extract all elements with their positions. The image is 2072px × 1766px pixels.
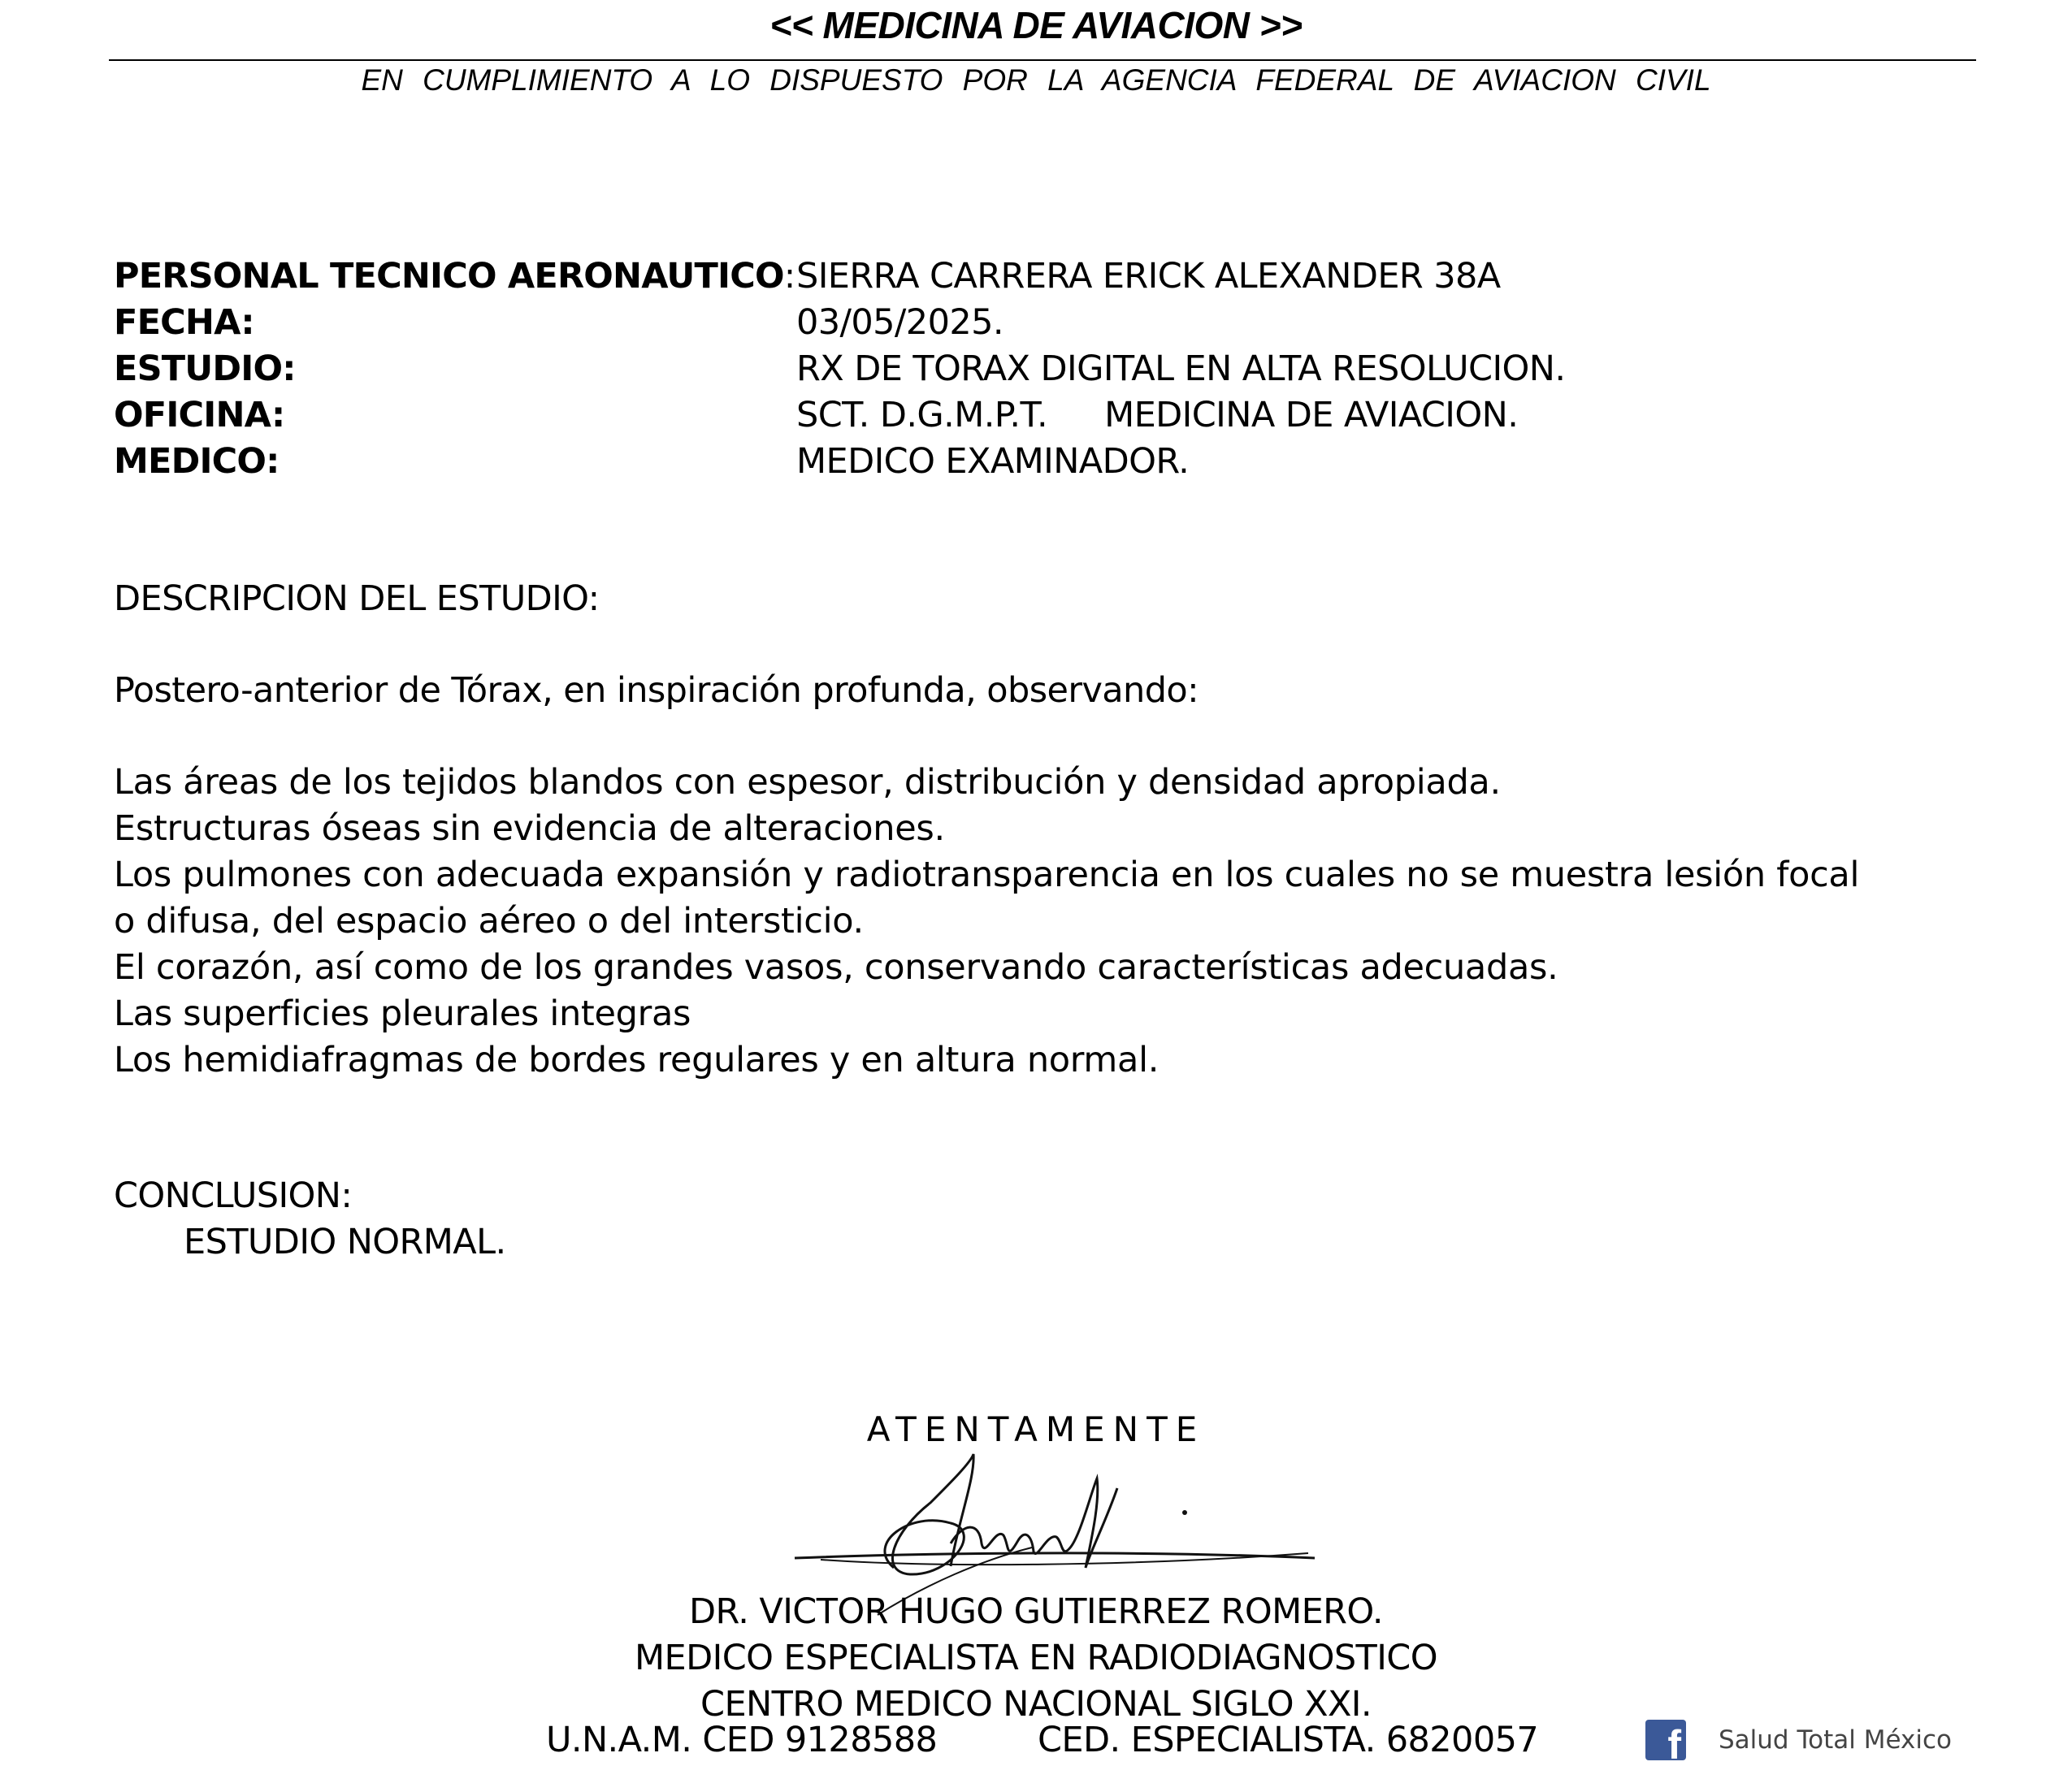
field-medico xyxy=(114,439,1983,484)
field-fecha-label: FECHA: xyxy=(114,302,254,343)
facebook-icon: f xyxy=(1645,1720,1686,1760)
field-medico-value: MEDICO EXAMINADOR. xyxy=(796,441,1190,482)
field-fecha-value: 03/05/2025. xyxy=(796,302,1003,343)
field-personal-label: PERSONAL TECNICO AERONAUTICO: xyxy=(114,256,795,296)
finding-line: Los hemidiafragmas de bordes regulares y en altura normal. xyxy=(114,1040,1160,1080)
field-estudio-label: ESTUDIO: xyxy=(114,348,296,389)
field-estudio xyxy=(114,346,1983,392)
header-divider xyxy=(109,59,1976,61)
doctor-cedula-especialista: CED. ESPECIALISTA. 6820057 xyxy=(1038,1720,1539,1760)
document-subtitle: EN CUMPLIMIENTO A LO DISPUESTO POR LA AGENCIA FEDERAL DE AVIACION CIVIL xyxy=(361,63,1711,97)
field-oficina xyxy=(114,392,1983,438)
finding-line: Los pulmones con adecuada expansión y radiotransparencia en los cuales no se muestra lesión focal xyxy=(114,855,1860,895)
field-medico-label: MEDICO: xyxy=(114,441,280,482)
conclusion-value: ESTUDIO NORMAL. xyxy=(184,1222,506,1262)
doctor-name: DR. VICTOR HUGO GUTIERREZ ROMERO. xyxy=(688,1591,1384,1632)
doctor-cedula: U.N.A.M. CED 9128588 xyxy=(546,1720,938,1760)
field-estudio-value: RX DE TORAX DIGITAL EN ALTA RESOLUCION. xyxy=(796,348,1566,389)
finding-line: o difusa, del espacio aéreo o del intersticio. xyxy=(114,901,864,941)
finding-line: El corazón, así como de los grandes vasos, conservando características adecuadas. xyxy=(114,947,1558,988)
facebook-watermark xyxy=(1645,1716,1952,1764)
field-personal-value: SIERRA CARRERA ERICK ALEXANDER 38A xyxy=(796,256,1501,296)
finding-line: Estructuras óseas sin evidencia de alteraciones. xyxy=(114,808,945,849)
description-heading: DESCRIPCION DEL ESTUDIO: xyxy=(114,578,600,619)
doctor-specialty: MEDICO ESPECIALISTA EN RADIODIAGNOSTICO xyxy=(635,1638,1437,1678)
closing-atentamente: ATENTAMENTE xyxy=(866,1409,1206,1449)
description-intro: Postero-anterior de Tórax, en inspiración profunda, observando: xyxy=(114,670,1199,711)
field-fecha xyxy=(114,300,1983,345)
field-oficina-label: OFICINA: xyxy=(114,395,285,435)
field-oficina-value: SCT. D.G.M.P.T. MEDICINA DE AVIACION. xyxy=(796,395,1519,435)
conclusion-heading: CONCLUSION: xyxy=(114,1175,353,1216)
doctor-institution: CENTRO MEDICO NACIONAL SIGLO XXI. xyxy=(700,1684,1372,1725)
facebook-page-label: Salud Total México xyxy=(1719,1725,1952,1755)
finding-line: Las superficies pleurales integras xyxy=(114,993,691,1034)
document-title: << MEDICINA DE AVIACION >> xyxy=(769,4,1303,46)
field-personal xyxy=(114,253,1983,299)
finding-line: Las áreas de los tejidos blandos con espesor, distribución y densidad apropiada. xyxy=(114,762,1501,803)
